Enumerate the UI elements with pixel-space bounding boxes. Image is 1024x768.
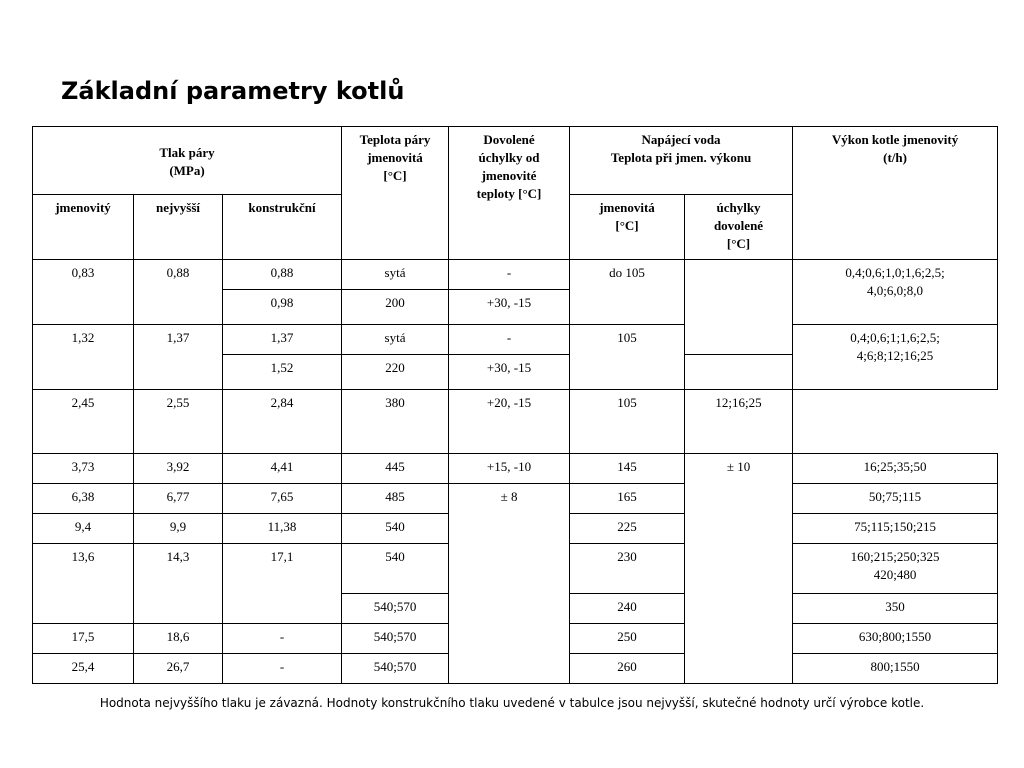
cell-teplota: 540 [342,514,449,544]
header-label: Napájecí voda [641,132,721,147]
cell-napajeci: 105 [570,325,685,390]
cell-teplota: sytá [342,260,449,290]
cell-jmenovity: 17,5 [33,624,134,654]
cell-dovolene: +15, -10 [449,454,570,484]
cell-teplota: 485 [342,484,449,514]
cell-dovolene: +30, -15 [449,355,570,390]
cell-napajeci: 240 [570,594,685,624]
table-row [33,260,998,290]
cell-line: 160;215;250;325 [850,549,940,564]
header-tlak-pary [33,127,342,195]
header-unit: [°C] [726,236,751,251]
cell-jmenovity: 9,4 [33,514,134,544]
page-title: Základní parametry kotlů [61,77,405,105]
cell-nejvyssi: 3,92 [134,454,223,484]
header-napajeci-voda [570,127,793,195]
cell-vykon: 350 [793,594,998,624]
cell-vykon: 75;115;150;215 [793,514,998,544]
cell-jmenovity: 2,45 [33,390,134,454]
cell-jmenovity: 1,32 [33,325,134,390]
header-label: Teplota při jmen. výkonu [610,150,752,165]
header-label: úchylky od [478,150,540,165]
header-label: teploty [°C] [476,186,542,201]
cell-napajeci: 250 [570,624,685,654]
cell-napajeci: 225 [570,514,685,544]
cell-teplota: 380 [342,390,449,454]
cell-teplota: 445 [342,454,449,484]
cell-dovolene: +20, -15 [449,390,570,454]
header-label: jmenovitá [599,200,655,215]
header-label: Teplota páry [359,132,431,147]
table-row [33,390,998,454]
cell-vykon: 630;800;1550 [793,624,998,654]
header-row-1 [33,127,998,195]
cell-vykon: 800;1550 [793,654,998,684]
cell-teplota: sytá [342,325,449,355]
cell-line: 0,4;0,6;1;1,6;2,5; [850,330,940,345]
cell-vykon [793,325,998,390]
cell-nejvyssi: 26,7 [134,654,223,684]
cell-konstrukcni: 0,98 [223,290,342,325]
cell-line: 0,4;0,6;1,0;1,6;2,5; [845,265,945,280]
header-label: dovolené [713,218,764,233]
footnote: Hodnota nejvyššího tlaku je závazná. Hodnoty konstrukčního tlaku uvedené v tabulce jsou nejvyšší, skutečné hodnoty určí výrobce kotle. [99,696,925,710]
cell-nejvyssi: 14,3 [134,544,223,624]
cell-uchylky [685,260,793,355]
header-uchylky-dovolene [685,195,793,260]
header-nejvyssi: nejvyšší [134,195,223,260]
cell-napajeci: 165 [570,484,685,514]
header-label: Tlak páry [159,144,215,160]
header-label: Dovolené [483,132,535,147]
table-row [33,484,998,514]
cell-konstrukcni: - [223,654,342,684]
table-row [33,454,998,484]
cell-nejvyssi: 9,9 [134,514,223,544]
cell-konstrukcni: - [223,624,342,654]
cell-konstrukcni: 1,37 [223,325,342,355]
header-konstrukcni: konstrukční [223,195,342,260]
cell-dovolene: - [449,260,570,290]
cell-teplota: 540 [342,544,449,594]
cell-konstrukcni: 4,41 [223,454,342,484]
cell-dovolene: ± 8 [449,484,570,684]
header-nap-jmenovita [570,195,685,260]
cell-nejvyssi: 1,37 [134,325,223,390]
header-label: úchylky [716,200,761,215]
cell-napajeci: 145 [570,454,685,484]
header-dovolene-uchylky [449,127,570,260]
cell-konstrukcni: 17,1 [223,544,342,624]
cell-dovolene: +30, -15 [449,290,570,325]
cell-jmenovity: 6,38 [33,484,134,514]
cell-line: 4,0;6,0;8,0 [867,283,924,298]
header-unit: (t/h) [883,150,907,165]
cell-konstrukcni: 1,52 [223,355,342,390]
boiler-parameters-table [32,126,998,684]
cell-napajeci: do 105 [570,260,685,325]
cell-jmenovity: 25,4 [33,654,134,684]
cell-napajeci: 230 [570,544,685,594]
cell-napajeci: 105 [570,390,685,454]
header-unit: (MPa) [169,162,205,178]
cell-nejvyssi: 2,55 [134,390,223,454]
header-label: jmenovitá [367,150,423,165]
cell-dovolene: - [449,325,570,355]
cell-uchylky: ± 10 [685,454,793,684]
cell-vykon: 16;25;35;50 [793,454,998,484]
cell-vykon: 12;16;25 [685,390,793,454]
header-teplota-pary [342,127,449,260]
header-label: jmenovité [481,168,537,183]
cell-teplota: 220 [342,355,449,390]
cell-vykon: 50;75;115 [793,484,998,514]
cell-teplota: 540;570 [342,594,449,624]
header-vykon-kotle [793,127,998,260]
cell-jmenovity: 0,83 [33,260,134,325]
header-jmenovity: jmenovitý [33,195,134,260]
table-row [33,325,998,355]
cell-jmenovity: 3,73 [33,454,134,484]
header-unit: [°C] [615,218,639,233]
header-unit: [°C] [383,168,407,183]
cell-nejvyssi: 18,6 [134,624,223,654]
cell-jmenovity: 13,6 [33,544,134,624]
cell-nejvyssi: 0,88 [134,260,223,325]
header-label: Výkon kotle jmenovitý [831,132,959,147]
cell-vykon [793,544,998,594]
cell-teplota: 540;570 [342,624,449,654]
cell-konstrukcni: 0,88 [223,260,342,290]
cell-konstrukcni: 7,65 [223,484,342,514]
cell-napajeci: 260 [570,654,685,684]
cell-teplota: 540;570 [342,654,449,684]
cell-line: 4;6;8;12;16;25 [856,348,934,363]
cell-vykon [793,260,998,325]
cell-teplota: 200 [342,290,449,325]
cell-line: 420;480 [873,567,917,582]
cell-nejvyssi: 6,77 [134,484,223,514]
cell-konstrukcni: 2,84 [223,390,342,454]
cell-konstrukcni: 11,38 [223,514,342,544]
